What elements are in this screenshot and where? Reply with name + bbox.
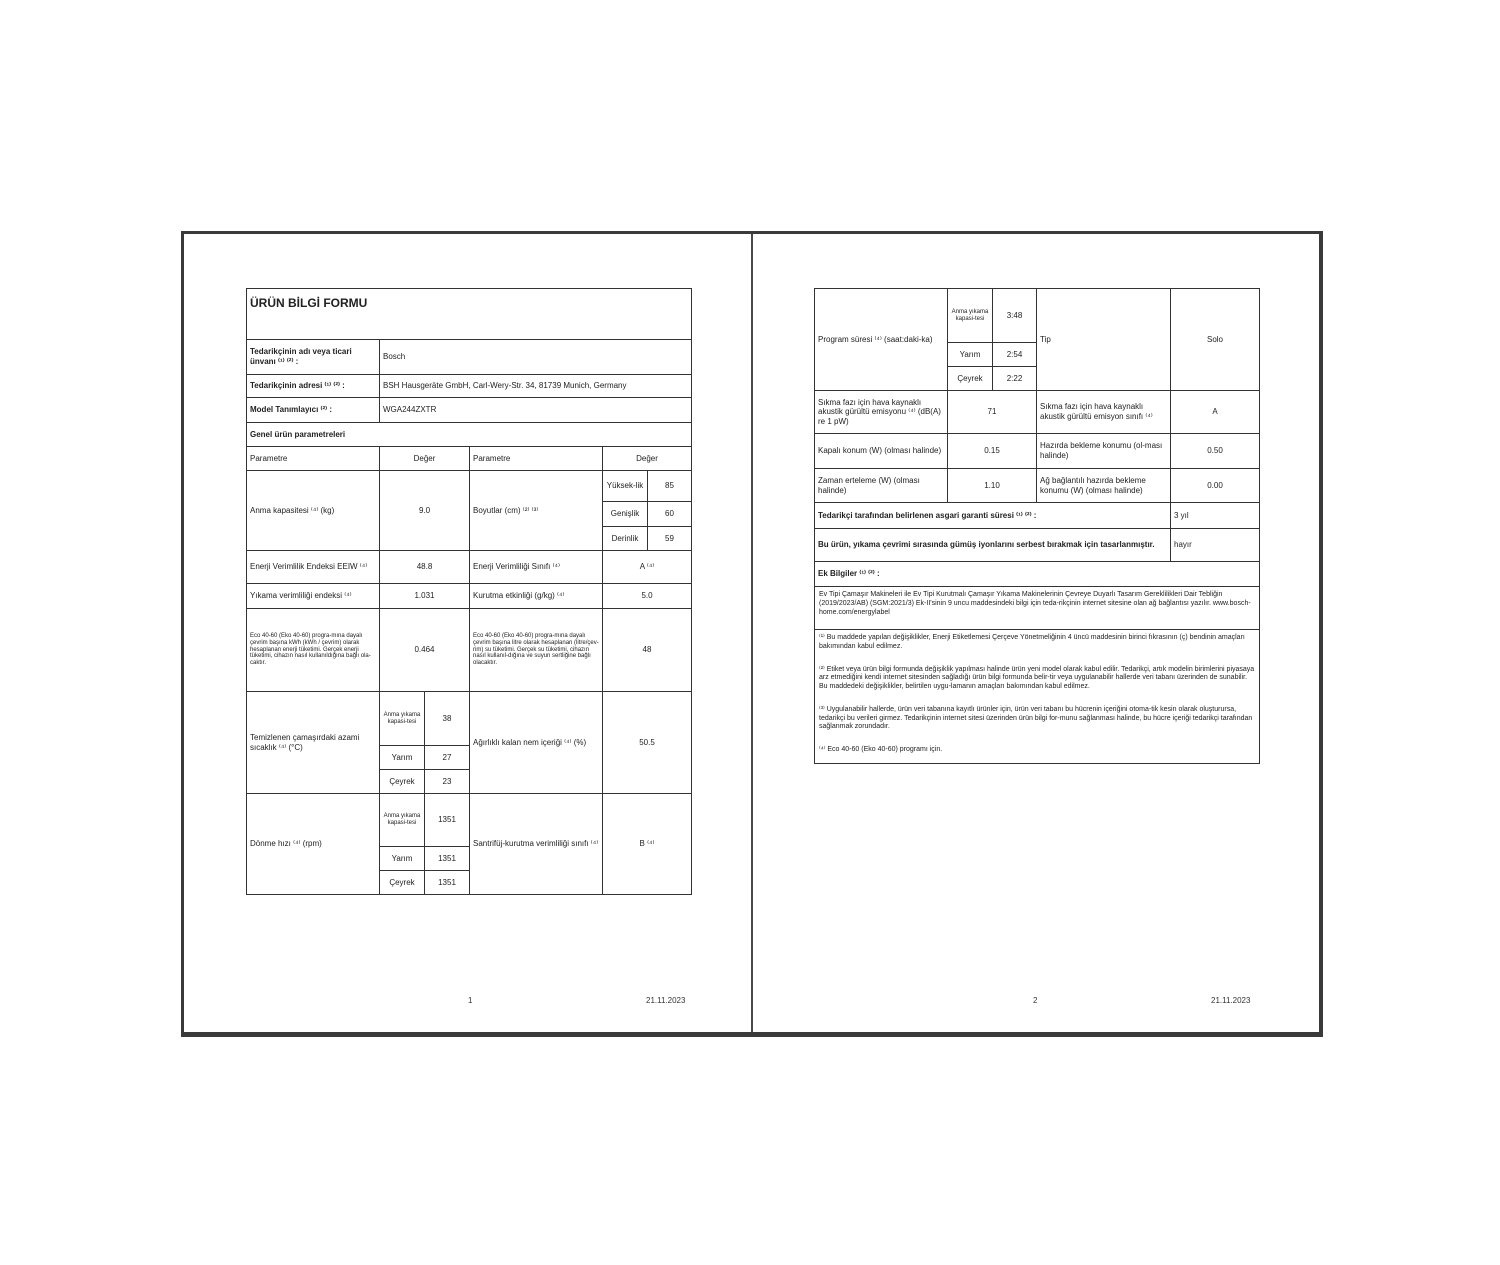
silver-ions-value: hayır (1171, 529, 1260, 562)
spin-class-value: B ⁽⁴⁾ (603, 794, 692, 895)
prog-rated-label: Anma yıkama kapasi-tesi (948, 289, 993, 343)
water-consumption-label: Eco 40-60 (Eko 40-60) progra-mına dayalı çevrim başına litre olarak hesaplanan (litre/çev-rim) su tüketimi. Gerçek su tüketimi, cihazın nasıl kullanıl-dığına ve suyun sertliğine bağlı olacaktır. (470, 609, 603, 692)
temp-half-label: Yarım (380, 746, 425, 770)
height-value: 85 (648, 471, 692, 502)
width-value: 60 (648, 502, 692, 527)
delay-start-label: Zaman erteleme (W) (olması halinde) (815, 469, 948, 503)
noise-class-value: A (1171, 391, 1260, 434)
network-standby-value: 0.00 (1171, 469, 1260, 503)
noise-value: 71 (948, 391, 1037, 434)
spin-rated-value: 1351 (425, 794, 470, 847)
temp-rated-label: Anma yıkama kapasi-tesi (380, 692, 425, 746)
height-label: Yüksek-lik (603, 471, 648, 502)
page-2-number: 2 (1033, 996, 1038, 1005)
col-param-2: Parametre (470, 447, 603, 471)
network-standby-label: Ağ bağlantılı hazırda bekleme konumu (W) (olması halinde) (1037, 469, 1171, 503)
eei-label: Enerji Verimlilik Endeksi EEIW ⁽⁴⁾ (247, 551, 380, 584)
spin-rated-label: Anma yıkama kapasi-tesi (380, 794, 425, 847)
energy-class-label: Enerji Verimliliği Sınıfı ⁽⁴⁾ (470, 551, 603, 584)
temp-quarter-label: Çeyrek (380, 770, 425, 794)
col-value-2: Değer (603, 447, 692, 471)
spin-class-label: Santrifüj-kurutma verimliliği sınıfı ⁽⁴⁾ (470, 794, 603, 895)
general-heading: Genel ürün parametreleri (247, 423, 692, 447)
temp-quarter-value: 23 (425, 770, 470, 794)
spin-speed-label: Dönme hızı ⁽⁴⁾ (rpm) (247, 794, 380, 895)
depth-value: 59 (648, 527, 692, 551)
spin-quarter-label: Çeyrek (380, 871, 425, 895)
form-title: ÜRÜN BİLGİ FORMU (247, 289, 692, 340)
warranty-label: Tedarikçi tarafından belirlenen asgari garanti süresi ⁽¹⁾ ⁽²⁾ : (815, 503, 1171, 529)
supplier-address-label: Tedarikçinin adresi ⁽¹⁾ ⁽²⁾ : (247, 375, 380, 398)
extra-info-text: Ev Tipi Çamaşır Makineleri ile Ev Tipi Kurutmalı Çamaşır Yıkama Makinelerinin Çevreye Duyarlı Tasarım Gereklilikleri Dair Tebliğin (2019/2023/AB) (SGM:2021/3) Ek-II'sinin 9 uncu maddesindeki bilgi için teda-rikçinin internet sitesine olan ağ bağlantısı yazılır. www.bosch-home.com/energylabel (815, 587, 1260, 630)
model-label: Model Tanımlayıcı ⁽²⁾ : (247, 398, 380, 423)
product-info-table (246, 288, 692, 895)
standby-value: 0.50 (1171, 434, 1260, 469)
supplier-name-value: Bosch (380, 340, 692, 375)
footnote-2: ⁽²⁾ Etiket veya ürün bilgi formunda değişiklik yapılması halinde ürün yeni model olarak kabul edilir. Tedarikçi, artık modelin birimlerini piyasaya arz etmediğini kendi internet sitesinden sağladığı ürün bilgi formunda belir-tir veya uygulanabilir hallerde veri tabanı üzerinden de sunabilir. Bu maddedeki değişiklikler, belirtilen uygu-lamanın amaçları bakımından kabul edilmez. (819, 665, 1255, 690)
prog-rated-value: 3:48 (993, 289, 1037, 343)
off-mode-label: Kapalı konum (W) (olması halinde) (815, 434, 948, 469)
eei-value: 48.8 (380, 551, 470, 584)
noise-class-label: Sıkma fazı için hava kaynaklı akustik gürültü emisyon sınıfı ⁽⁴⁾ (1037, 391, 1171, 434)
page-1-date: 21.11.2023 (646, 996, 686, 1005)
energy-consumption-value: 0.464 (380, 609, 470, 692)
prog-half-value: 2:54 (993, 343, 1037, 367)
moisture-label: Ağırlıklı kalan nem içeriği ⁽⁴⁾ (%) (470, 692, 603, 794)
type-value: Solo (1171, 289, 1260, 391)
model-value: WGA244ZXTR (380, 398, 692, 423)
temperature-label: Temizlenen çamaşırdaki azami sıcaklık ⁽⁴⁾ (°C) (247, 692, 380, 794)
page-1-number: 1 (468, 996, 473, 1005)
spin-quarter-value: 1351 (425, 871, 470, 895)
energy-class-value: A ⁽⁴⁾ (603, 551, 692, 584)
prog-quarter-label: Çeyrek (948, 367, 993, 391)
depth-label: Derinlik (603, 527, 648, 551)
wash-efficiency-label: Yıkama verimliliği endeksi ⁽⁴⁾ (247, 584, 380, 609)
standby-label: Hazırda bekleme konumu (ol-ması halinde) (1037, 434, 1171, 469)
drying-efficiency-label: Kurutma etkinliği (g/kg) ⁽⁴⁾ (470, 584, 603, 609)
footnote-4: ⁽⁴⁾ Eco 40-60 (Eko 40-60) programı için. (819, 746, 943, 753)
page-2 (753, 234, 1319, 1032)
footnote-1: ⁽¹⁾ Bu maddede yapılan değişiklikler, Enerji Etiketlemesi Çerçeve Yönetmeliğinin 4 üncü maddesinin birinci fıkrasının (ç) bendinin amaçları bakımından kabul edilmez. (819, 634, 1245, 650)
wash-efficiency-value: 1.031 (380, 584, 470, 609)
prog-quarter-value: 2:22 (993, 367, 1037, 391)
program-duration-label: Program süresi ⁽⁴⁾ (saat:daki-ka) (815, 289, 948, 391)
drying-efficiency-value: 5.0 (603, 584, 692, 609)
document-viewer (181, 231, 1323, 1037)
supplier-name-label: Tedarikçinin adı veya ticari ünvanı ⁽¹⁾ ⁽²⁾ : (247, 340, 380, 375)
delay-start-value: 1.10 (948, 469, 1037, 503)
moisture-value: 50.5 (603, 692, 692, 794)
width-label: Genişlik (603, 502, 648, 527)
type-label: Tip (1037, 289, 1171, 391)
energy-consumption-label: Eco 40-60 (Eko 40-60) progra-mına dayalı çevrim başına kWh (kWh / çevrim) olarak hesaplanan enerji tüketimi. Gerçek enerji tüketimi, cihazın nasıl kullanıldığına bağlı ola-caktır. (247, 609, 380, 692)
footnotes-cell (815, 630, 1260, 764)
spin-half-label: Yarım (380, 847, 425, 871)
warranty-value: 3 yıl (1171, 503, 1260, 529)
supplier-address-value: BSH Hausgeräte GmbH, Carl-Wery-Str. 34, 81739 Munich, Germany (380, 375, 692, 398)
extra-info-heading: Ek Bilgiler ⁽¹⁾ ⁽²⁾ : (815, 562, 1260, 587)
capacity-value: 9.0 (380, 471, 470, 551)
footnote-3: ⁽³⁾ Uygulanabilir hallerde, ürün veri tabanına kayıtlı ürünler için, ürün veri tabanı bu hücrenin içeriğini otoma-tik kesin olarak oluşturursa, tedarikçi bu verileri girmez. Tedarikçinin internet sitesi üzerinden ürün bilgi for-munu sağlanması halinde, bu hücre içeriği tedarikçi tarafından sağlanmak zorundadır. (819, 705, 1253, 731)
col-value-1: Değer (380, 447, 470, 471)
dimensions-label: Boyutlar (cm) ⁽²⁾ ⁽³⁾ (470, 471, 603, 551)
silver-ions-label: Bu ürün, yıkama çevrimi sırasında gümüş iyonlarını serbest bırakmak için tasarlanmıştır. (815, 529, 1171, 562)
noise-label: Sıkma fazı için hava kaynaklı akustik gürültü emisyonu ⁽⁴⁾ (dB(A) re 1 pW) (815, 391, 948, 434)
spin-half-value: 1351 (425, 847, 470, 871)
temp-rated-value: 38 (425, 692, 470, 746)
prog-half-label: Yarım (948, 343, 993, 367)
col-param-1: Parametre (247, 447, 380, 471)
capacity-label: Anma kapasitesi ⁽⁴⁾ (kg) (247, 471, 380, 551)
water-consumption-value: 48 (603, 609, 692, 692)
temp-half-value: 27 (425, 746, 470, 770)
off-mode-value: 0.15 (948, 434, 1037, 469)
product-info-table-continued (814, 288, 1260, 764)
page-2-date: 21.11.2023 (1211, 996, 1251, 1005)
page-1 (184, 234, 751, 1032)
